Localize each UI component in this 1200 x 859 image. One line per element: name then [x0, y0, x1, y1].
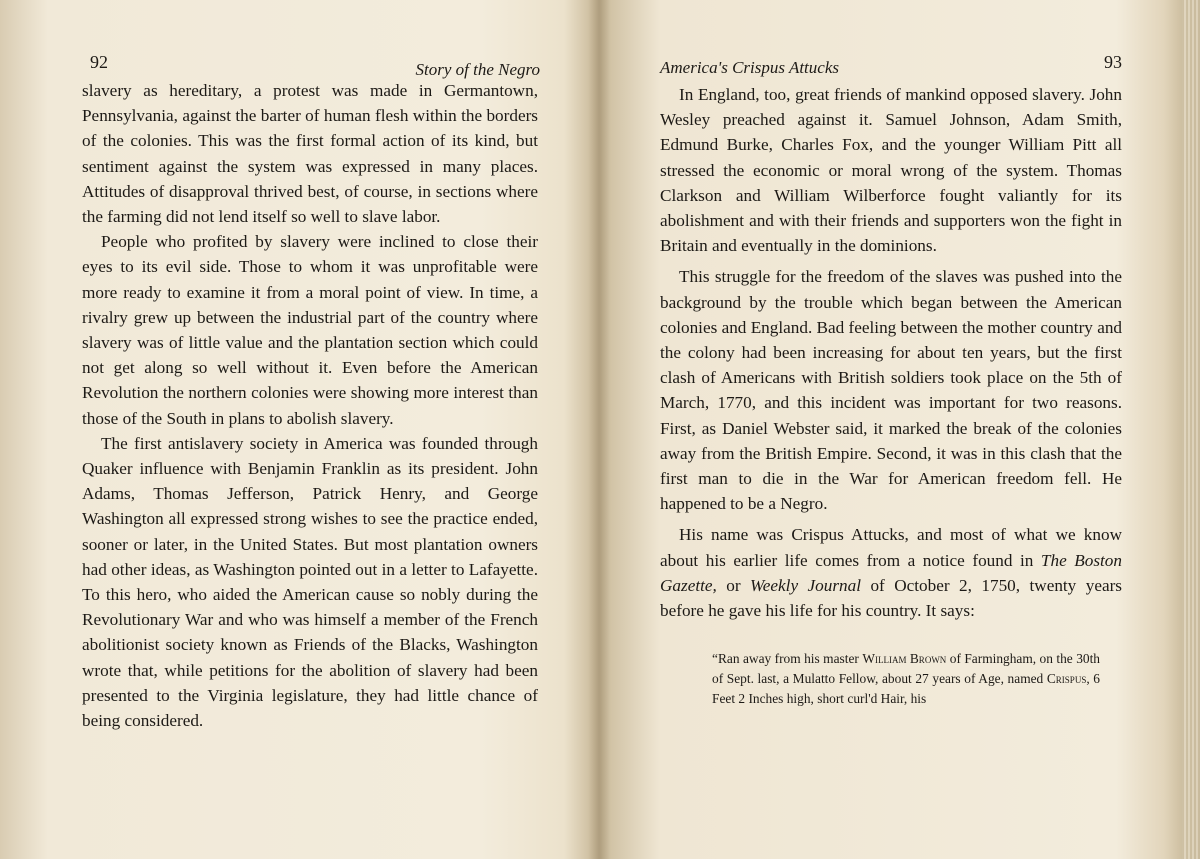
quote-master-name: William Brown [862, 651, 947, 667]
left-paragraph-3: The first antislavery society in America was founded through Quaker influence with Benjamin Franklin as its president. John Adams, Thomas Jefferson, Patrick Henry, and George Washington all expressed strong wishes to see the practice ended, sooner or later, in the United States. But most plantation owners had other ideas, as Washington pointed out in a letter to Lafayette. To this hero, who aided the American cause so nobly during the Revolutionary War and who was himself a member of the French abolitionist society known as Friends of the Blacks, Washington wrote that, while petitions for the abolition of slavery had been presented to the Virginia legislature, they had little chance of being considered. [82, 433, 538, 731]
left-paragraph-1: slavery as hereditary, a protest was made in Germantown, Pennsylvania, against the barter of human flesh within the borders of the colonies. This was the first formal action of its kind, but sentiment against the system was expressed in many places. Attitudes of disapproval thrived best, of course, in sections where the farming did not lend itself so well to slave labor. [82, 81, 538, 227]
right-paragraph-1: In England, too, great friends of mankind opposed slavery. John Wesley preached against it. Samuel Johnson, Adam Smith, Edmund Burke, Charles Fox, and the younger William Pitt all stressed the economic or moral wrong of the system. Thomas Clarkson and William Wilberforce fought valiantly for its abolishment and with their friends and supporters won the fight in Britain and eventually in the dominions. [660, 85, 1122, 256]
left-running-head [82, 52, 538, 82]
quote-text-c: 6 Feet 2 Inches high, short curl'd Hair, his [712, 671, 1100, 707]
left-page [82, 52, 538, 842]
left-page-number: 92 [90, 52, 108, 72]
p3-text-a: His name was Crispus Attucks, and most of what we know about his earlier life comes from a notice found in [660, 525, 1122, 570]
book-gutter [588, 0, 610, 859]
quote-text-b: of Farmingham, on the 30th of Sept. last, a Mulatto Fellow, about 27 years of Age, named [712, 651, 1100, 687]
right-running-title: America's Crispus Attucks [660, 58, 839, 77]
p3-text-c: of October 2, 1750, twenty years before he gave his life for his country. It says: [660, 575, 1122, 621]
boston-gazette-title: The Boston Gazette, [660, 550, 1122, 595]
right-running-head [660, 52, 1122, 82]
quote-crispus-name: Crispus, [1046, 671, 1090, 687]
page-edges [1182, 0, 1200, 859]
left-paragraph-2: People who profited by slavery were inclined to close their eyes to its evil side. Those to whom it was unprofitable were more ready to examine it from a moral point of view. In time, a rivalry grew up between the industrial part of the country where slavery was of little value and the plantation section which could not get along so well without it. Even before the American Revolution the northern colonies were showing more interest than those of the South in plans to abolish slavery. [82, 232, 538, 428]
right-page-number: 93 [1104, 52, 1122, 72]
left-body [82, 78, 538, 733]
runaway-notice-quote [712, 649, 1100, 709]
right-paragraph-2: This struggle for the freedom of the slaves was pushed into the background by the trouble which began between the American colonies and England. Bad feeling between the mother country and the colony had been increasing for about ten years, but the first clash of Americans with British soldiers took place on the 5th of March, 1770, and this incident was important for two reasons. First, as Daniel Webster said, it marked the break of the colonies away from the British Empire. Second, it was in this clash that the first man to die in the War for American freedom fell. He happened to be a Negro. [660, 267, 1123, 514]
left-running-title: Story of the Negro [415, 60, 540, 79]
weekly-journal-title: Weekly Journal [750, 575, 861, 595]
right-page [660, 52, 1122, 842]
p3-text-b: or [716, 575, 751, 595]
right-paragraph-3 [660, 522, 1122, 623]
right-body [660, 82, 1122, 623]
quote-text-a: “Ran away from his master [712, 651, 863, 667]
